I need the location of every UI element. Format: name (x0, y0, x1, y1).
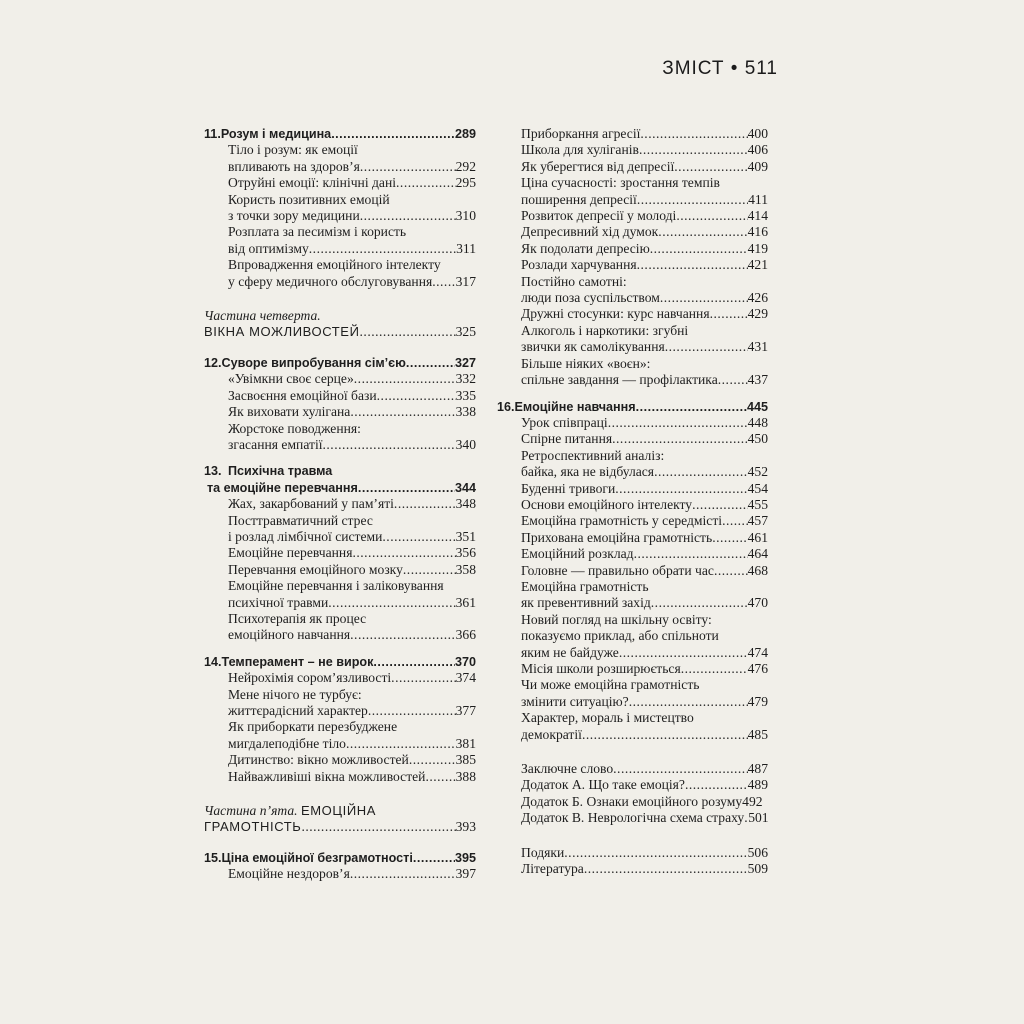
toc-entry-line: Тіло і розум: як емоції (228, 142, 358, 158)
toc-entry[interactable] (497, 546, 768, 562)
entry-title: Розлади харчування (521, 257, 637, 273)
dot-leader (350, 627, 455, 643)
entry-title: Найважливіші вікна можливостей (228, 768, 426, 784)
toc-entry[interactable] (497, 777, 768, 793)
chapter-title: Емоційне навчання (514, 399, 636, 414)
page-number: 470 (747, 595, 768, 611)
page-number: 445 (746, 399, 768, 414)
chapter-number: 15. (204, 850, 222, 865)
toc-entry[interactable] (204, 736, 476, 752)
entry-title: Розвиток депресії у молоді (521, 208, 677, 224)
page-number: 400 (747, 126, 768, 141)
entry-title: «Увімкни своє серце» (228, 371, 354, 387)
dot-leader (639, 142, 748, 158)
dot-leader (584, 861, 748, 877)
toc-entry[interactable] (497, 481, 768, 497)
entry-title: Як виховати хулігана (228, 404, 351, 420)
page-number: 358 (455, 561, 476, 577)
entry-title: Додаток А. Що таке емоція? (521, 777, 685, 793)
entry-title: Спірне питання (521, 431, 613, 447)
toc-entry[interactable] (497, 845, 768, 861)
toc-entry[interactable] (204, 437, 476, 453)
dot-leader (409, 752, 456, 768)
dot-leader (637, 257, 748, 273)
dot-leader (615, 481, 747, 497)
entry-title: життєрадісний характер (228, 703, 368, 718)
dot-leader (394, 496, 456, 512)
page-number: 335 (455, 387, 476, 403)
toc-entry[interactable] (497, 415, 768, 431)
entry-title: Урок співпраці (521, 414, 608, 430)
entry-title: Засвоєння емоційної бази (228, 387, 377, 403)
toc-entry[interactable] (497, 257, 768, 273)
dot-leader (396, 175, 456, 191)
toc-entry-line: Жорстоке поводження: (228, 420, 361, 436)
dot-leader (660, 290, 748, 306)
toc-entry[interactable] (204, 371, 476, 387)
chapter-number: 14. (204, 654, 222, 669)
toc-entry[interactable] (497, 694, 768, 710)
page-number: 431 (747, 339, 768, 355)
page-number: 468 (747, 562, 768, 578)
page-number: 489 (747, 777, 768, 793)
page-number: 474 (747, 644, 768, 660)
toc-entry-line: Розплата за песимізм і користь (228, 224, 407, 240)
chapter-entry[interactable] (204, 355, 476, 371)
page-number: 385 (455, 752, 476, 768)
spacer (497, 743, 768, 761)
toc-entry-line: Як приборкати перезбуджене (228, 719, 398, 735)
toc-entry[interactable] (204, 595, 476, 611)
dot-leader (328, 595, 455, 611)
entry-title: Додаток В. Неврологічна схема страху (521, 810, 745, 826)
toc-entry[interactable] (497, 126, 768, 142)
toc-entry-line: Більше ніяких «воєн»: (521, 355, 651, 371)
page-number: 344 (454, 480, 476, 495)
spacer (497, 827, 768, 845)
dot-leader (608, 415, 748, 431)
chapter-entry[interactable] (497, 399, 768, 415)
dot-leader (350, 404, 455, 420)
page-number: 340 (455, 436, 476, 452)
entry-title: Література (521, 861, 584, 877)
toc-entry[interactable] (497, 208, 768, 224)
page-number: 464 (747, 546, 768, 562)
page-number: 411 (748, 191, 768, 207)
toc-entry[interactable] (497, 159, 768, 175)
page-number: 381 (455, 735, 476, 751)
spacer (204, 341, 476, 355)
dot-leader (425, 769, 455, 785)
toc-entry[interactable] (497, 464, 768, 480)
dot-leader (323, 437, 456, 453)
entry-title: Емоційне перевчання (228, 545, 353, 561)
toc-entry[interactable] (497, 595, 768, 611)
toc-entry[interactable] (497, 192, 768, 208)
toc-entry-line: Психотерапія як процес (228, 610, 367, 626)
chapter-title: Ціна емоційної безграмотності (221, 850, 413, 865)
toc-entry[interactable] (204, 562, 476, 578)
toc-entry[interactable] (497, 224, 768, 240)
entry-title: Жах, закарбований у пам’яті (228, 496, 394, 512)
page-number: 429 (747, 306, 768, 322)
chapter-title: Розум і медицина (220, 127, 332, 141)
dot-leader (658, 224, 747, 240)
page-number: 366 (455, 627, 476, 643)
toc-entry-line: Посттравматичний стрес (228, 512, 373, 528)
page-number: 450 (747, 431, 768, 447)
entry-title: Школа для хуліганів (521, 142, 639, 158)
page-number: 327 (454, 355, 476, 370)
dot-leader (354, 371, 456, 387)
entry-title: Дитинство: вікно можливостей (228, 752, 409, 768)
entry-title: байка, яка не відбулася (521, 464, 655, 480)
chapter-title: та емоційне перевчання (206, 480, 358, 495)
part-label (204, 803, 476, 819)
dot-leader (629, 694, 748, 710)
toc-entry[interactable] (497, 339, 768, 355)
page-number: 485 (747, 726, 768, 742)
toc-entry-line: Впровадження емоційного інтелекту (228, 257, 441, 273)
toc-entry[interactable] (497, 727, 768, 743)
chapter-entry[interactable] (204, 654, 476, 670)
entry-title: у сферу медичного обслуговування (228, 273, 433, 289)
toc-entry[interactable] (497, 761, 768, 777)
toc-entry-line: Ретроспективний аналіз: (521, 447, 665, 463)
dot-leader (564, 845, 747, 861)
page-number: 388 (455, 768, 476, 784)
toc-entry[interactable] (204, 241, 476, 257)
toc-entry-line: Характер, мораль і мистецтво (521, 710, 694, 726)
entry-title: Заключне слово (521, 761, 614, 777)
entry-title: від оптимізму (228, 240, 309, 256)
page-number: 317 (455, 273, 476, 289)
dot-leader (613, 761, 747, 777)
page-number: 374 (455, 670, 476, 686)
toc-entry[interactable] (204, 545, 476, 561)
page-number: 509 (747, 861, 768, 877)
toc-entry-line: Новий погляд на шкільну освіту: (521, 611, 712, 627)
dot-leader (350, 866, 456, 882)
chapter-title: Темперамент – не вирок (221, 654, 374, 669)
toc-entry[interactable] (204, 496, 476, 512)
dot-leader (360, 324, 456, 340)
toc-entry[interactable] (497, 661, 768, 677)
toc-entry[interactable] (497, 861, 768, 877)
dot-leader (710, 306, 748, 322)
toc-entry[interactable] (204, 769, 476, 785)
toc-entry[interactable] (204, 670, 476, 686)
page-number: 501 (748, 810, 769, 826)
toc-entry[interactable] (204, 208, 476, 224)
toc-entry[interactable] (497, 241, 768, 257)
toc-entry[interactable] (204, 274, 476, 290)
page-number: 419 (747, 240, 768, 256)
dot-leader (654, 464, 748, 480)
dot-leader (650, 241, 748, 257)
chapter-entry[interactable] (204, 480, 476, 496)
part-heading: ЕМОЦІЙНА (300, 803, 377, 819)
toc-entry[interactable] (204, 175, 476, 191)
dot-leader (619, 645, 748, 661)
dot-leader (714, 563, 748, 579)
chapter-number: 16. (497, 399, 515, 414)
toc-entry[interactable] (497, 563, 768, 579)
toc-entry[interactable] (204, 703, 476, 719)
toc-entry-line: показуємо приклад, або спільноти (521, 628, 719, 644)
page-number: 295 (455, 175, 476, 191)
toc-entry[interactable] (204, 752, 476, 768)
entry-title: впливають на здоров’я (228, 158, 360, 174)
toc-entry-line: Емоційне перевчання і заліковування (228, 578, 444, 594)
entry-title: Приборкання агресії (521, 126, 641, 141)
page-number: 406 (747, 142, 768, 158)
entry-title: як превентивний захід (521, 595, 651, 611)
entry-title: Місія школи розширюється (521, 661, 681, 676)
toc-entry[interactable] (497, 372, 768, 388)
chapter-title: Психічна травма (228, 464, 333, 479)
toc-entry-line: Ціна сучасності: зростання темпів (521, 175, 720, 191)
page-number: 414 (747, 208, 768, 224)
toc-entry[interactable] (497, 810, 768, 826)
entry-title: змінити ситуацію? (521, 693, 629, 709)
page-number: 351 (455, 528, 476, 544)
entry-title: спільне завдання — профілактика (521, 372, 718, 388)
entry-title: люди поза суспільством (521, 290, 660, 306)
toc-left-column (204, 126, 476, 883)
dot-leader (612, 431, 747, 447)
chapter-title-line (204, 463, 476, 479)
dot-leader (676, 208, 747, 224)
page-number: 395 (454, 850, 476, 865)
page-number: 409 (747, 158, 768, 174)
entry-title: Як уберегтися від депресії (521, 158, 675, 174)
toc-entry-line: Алкоголь і наркотики: згубні (521, 322, 689, 338)
toc-entry[interactable] (497, 306, 768, 322)
page-number: 393 (455, 819, 476, 835)
toc-entry[interactable] (497, 645, 768, 661)
page-number: 421 (747, 257, 768, 273)
toc-entry[interactable] (204, 404, 476, 420)
entry-title: звички як самолікування (521, 339, 665, 355)
chapter-entry[interactable] (204, 126, 476, 142)
toc-entry-line: Користь позитивних емоцій (228, 191, 390, 207)
dot-leader (651, 595, 748, 611)
dot-leader (582, 727, 748, 743)
page-number: 461 (747, 529, 768, 545)
spacer (204, 644, 476, 654)
dot-leader (358, 480, 455, 496)
entry-title: згасання емпатії (228, 436, 323, 452)
page-number: 397 (455, 866, 476, 882)
entry-title: Буденні тривоги (521, 480, 616, 496)
toc-entry[interactable] (204, 388, 476, 404)
dot-leader (301, 819, 455, 835)
dot-leader (674, 159, 747, 175)
toc-entry[interactable] (497, 794, 768, 810)
toc-entry[interactable] (497, 530, 768, 546)
dot-leader (665, 339, 748, 355)
toc-entry[interactable] (497, 513, 768, 529)
entry-title: Прихована емоційна грамотність (521, 529, 713, 545)
toc-entry[interactable] (204, 529, 476, 545)
chapter-number: 13. (204, 464, 222, 479)
page-number: 426 (747, 290, 768, 306)
dot-leader (360, 159, 456, 175)
entry-title: Дружні стосунки: курс навчання (521, 306, 710, 322)
dot-leader (718, 372, 748, 388)
dot-leader (377, 388, 456, 404)
page-number: 325 (455, 324, 476, 340)
chapter-title: Суворе випробування сім’єю (221, 355, 406, 370)
toc-entry-line: Постійно самотні: (521, 273, 627, 289)
dot-leader (636, 399, 747, 415)
page-number: 289 (454, 127, 476, 141)
dot-leader (640, 126, 747, 142)
page-number: 506 (747, 844, 768, 860)
entry-title: Головне — правильно обрати час (521, 562, 714, 578)
entry-title: Отруйні емоції: клінічні дані (228, 175, 397, 191)
entry-title: ГРАМОТНІСТЬ (204, 819, 302, 835)
dot-leader (403, 562, 456, 578)
toc-entry[interactable] (497, 497, 768, 513)
page-number: 437 (747, 372, 768, 388)
entry-title: ВІКНА МОЖЛИВОСТЕЙ (204, 324, 360, 340)
toc-entry[interactable] (204, 866, 476, 882)
page-number: 370 (454, 654, 476, 669)
chapter-entry[interactable] (204, 850, 476, 866)
entry-title: поширення депресії (521, 191, 637, 207)
part-entry[interactable] (204, 324, 476, 340)
page-number: 377 (455, 703, 476, 718)
entry-title: яким не байдуже (521, 644, 619, 660)
page-number: 492 (742, 793, 763, 809)
dot-leader (406, 355, 455, 371)
dot-leader (352, 545, 455, 561)
page-number: 452 (747, 464, 768, 480)
entry-title: мигдалеподібне тіло (228, 735, 346, 751)
entry-title: психічної травми (228, 594, 329, 610)
dot-leader (368, 703, 456, 719)
chapter-number: 11. (204, 127, 221, 141)
page-number: 455 (747, 496, 768, 512)
entry-title: демократії (521, 726, 582, 742)
toc-entry-line: Емоційна грамотність (521, 578, 649, 594)
page-number: 416 (747, 224, 768, 240)
dot-leader (712, 530, 747, 546)
dot-leader (331, 126, 455, 142)
page-number: 361 (455, 594, 476, 610)
spacer (204, 290, 476, 308)
page-number: 311 (456, 240, 476, 256)
entry-title: Основи емоційного інтелекту (521, 496, 693, 512)
page-number: 479 (747, 693, 768, 709)
toc-entry[interactable] (204, 159, 476, 175)
dot-leader (681, 661, 748, 677)
entry-title: Емоційна грамотність у середмісті (521, 513, 723, 529)
part-entry[interactable] (204, 819, 476, 835)
dot-leader (634, 546, 748, 562)
dot-leader (692, 497, 748, 513)
page-number: 292 (455, 158, 476, 174)
dot-leader (413, 850, 455, 866)
dot-leader (382, 529, 455, 545)
page-number: 448 (747, 414, 768, 430)
entry-title: Нейрохімія сором’язливості (228, 670, 392, 686)
toc-entry[interactable] (497, 290, 768, 306)
entry-title: з точки зору медицини (228, 208, 360, 224)
page-number: 487 (747, 761, 768, 777)
toc-entry[interactable] (204, 627, 476, 643)
dot-leader (346, 736, 456, 752)
spacer (497, 389, 768, 399)
entry-title: Емоційне нездоров’я (228, 866, 350, 882)
dot-leader (685, 777, 748, 793)
entry-title: Емоційний розклад (521, 546, 634, 562)
toc-entry[interactable] (497, 431, 768, 447)
dot-leader (391, 670, 455, 686)
entry-title: Додаток Б. Ознаки емоційного розуму (521, 793, 743, 809)
spacer (204, 453, 476, 463)
dot-leader (432, 274, 455, 290)
entry-title: Як подолати депресію (521, 240, 650, 256)
page-number: 310 (455, 208, 476, 224)
page-number: 338 (455, 404, 476, 420)
entry-title: Подяки (521, 844, 565, 860)
part-label: Частина четверта. (204, 308, 321, 324)
entry-title: Перевчання емоційного мозку (228, 561, 403, 577)
dot-leader (722, 513, 748, 529)
page-number: 348 (455, 496, 476, 512)
toc-entry[interactable] (497, 142, 768, 158)
page-number: 476 (747, 661, 768, 676)
running-header: ЗМІСТ • 511 (662, 58, 778, 79)
dot-leader (309, 241, 456, 257)
entry-title: і розлад лімбічної системи (228, 528, 383, 544)
toc-entry-line: Мене нічого не турбує: (228, 686, 362, 702)
part-label-text: Частина п’ята. (204, 803, 298, 819)
toc-entry-line: Чи може емоційна грамотність (521, 677, 700, 693)
spacer (204, 785, 476, 803)
dot-leader (360, 208, 456, 224)
entry-title: Депресивний хід думок (521, 224, 659, 240)
entry-title: емоційного навчання (228, 627, 351, 643)
page-number: 332 (455, 371, 476, 387)
chapter-number: 12. (204, 355, 222, 370)
spacer (204, 836, 476, 850)
toc-right-column (497, 126, 768, 877)
page-number: 356 (455, 545, 476, 561)
dot-leader (373, 654, 455, 670)
page-number: 454 (747, 480, 768, 496)
dot-leader (637, 192, 748, 208)
page-number: 457 (747, 513, 768, 529)
